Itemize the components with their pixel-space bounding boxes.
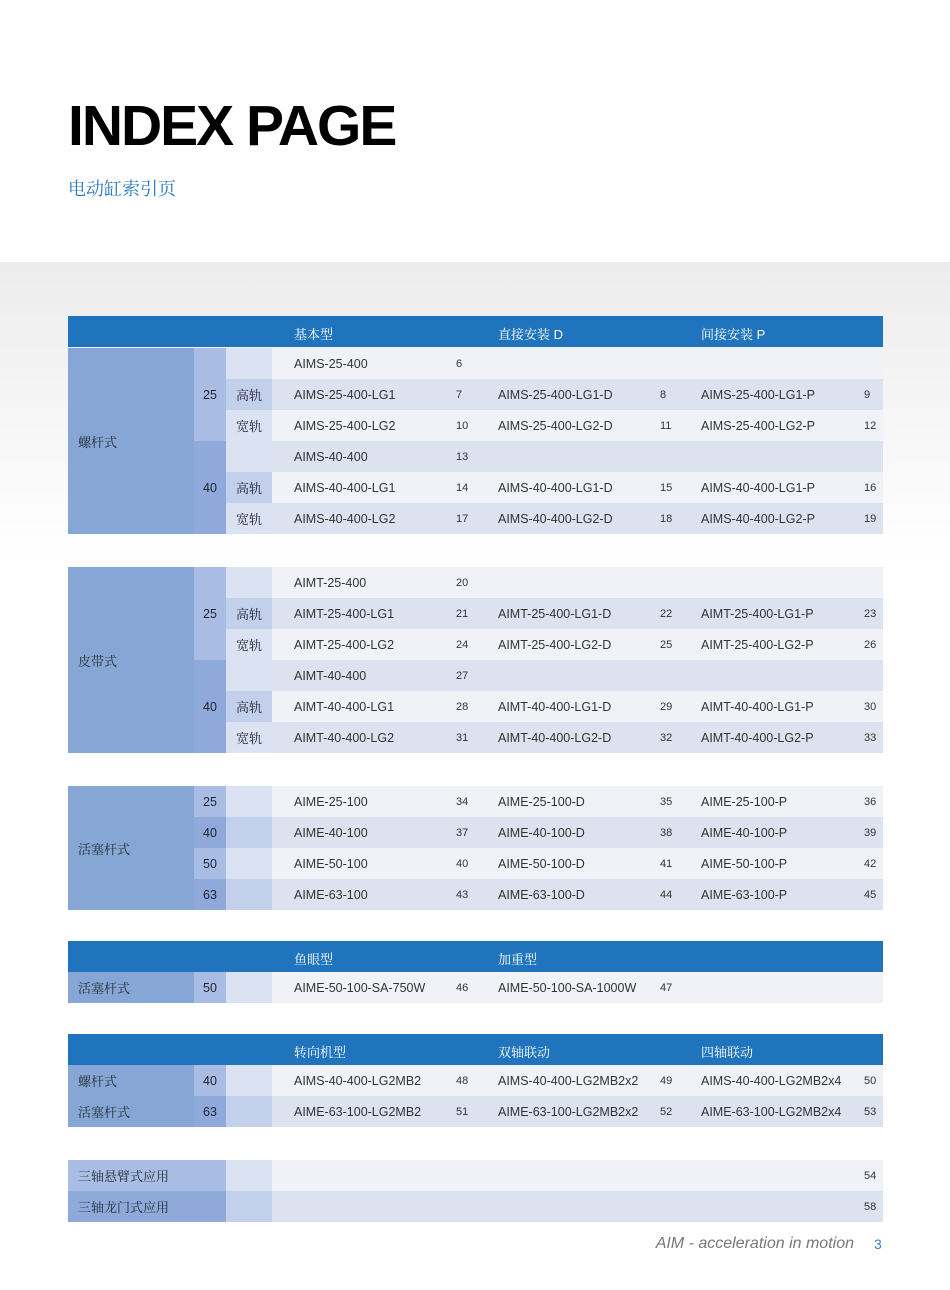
model-cell: AIME-63-100 bbox=[294, 887, 368, 902]
rail-label bbox=[226, 441, 272, 472]
rail-label: 宽轨 bbox=[226, 503, 272, 534]
size-label: 25 bbox=[194, 567, 226, 660]
table-row bbox=[68, 1160, 883, 1191]
model-cell: AIMS-40-400-LG2MB2x2 bbox=[498, 1073, 639, 1088]
page-ref: 24 bbox=[456, 638, 469, 651]
page-ref: 35 bbox=[660, 795, 673, 808]
model-cell: AIME-25-100-D bbox=[498, 794, 585, 809]
model-cell: AIMS-25-400-LG1-P bbox=[701, 387, 815, 402]
size-label: 25 bbox=[194, 786, 226, 817]
table-row bbox=[68, 1096, 883, 1127]
model-cell: AIME-50-100-SA-750W bbox=[294, 980, 426, 995]
family-label: 螺杆式 bbox=[68, 1065, 194, 1096]
size-label: 40 bbox=[194, 441, 226, 534]
model-cell: AIMS-25-400-LG2-P bbox=[701, 418, 815, 433]
page-number: 3 bbox=[874, 1236, 882, 1252]
model-cell: AIME-50-100-SA-1000W bbox=[498, 980, 637, 995]
page-ref: 13 bbox=[456, 450, 469, 463]
family-label: 活塞杆式 bbox=[68, 1096, 194, 1127]
page-ref: 46 bbox=[456, 981, 469, 994]
section-screw bbox=[68, 348, 883, 534]
model-cell: AIMS-25-400-LG2-D bbox=[498, 418, 613, 433]
page-ref: 18 bbox=[660, 512, 673, 525]
model-cell: AIMS-40-400 bbox=[294, 449, 368, 464]
header-direct-mount: 直接安装 D bbox=[498, 327, 564, 342]
rail-label: 宽轨 bbox=[226, 722, 272, 753]
family-label: 螺杆式 bbox=[68, 348, 194, 534]
rail-label bbox=[226, 660, 272, 691]
model-cell: AIME-25-100 bbox=[294, 794, 368, 809]
size-label bbox=[194, 1160, 226, 1191]
model-cell: AIME-50-100-D bbox=[498, 856, 585, 871]
model-cell: AIMT-40-400-LG2 bbox=[294, 730, 395, 745]
header-basic: 基本型 bbox=[294, 327, 334, 342]
model-cell: AIMS-25-400-LG2 bbox=[294, 418, 396, 433]
page-ref: 32 bbox=[660, 731, 673, 744]
page-ref: 23 bbox=[864, 607, 877, 620]
rail-label: 宽轨 bbox=[226, 410, 272, 441]
page-ref: 29 bbox=[660, 700, 673, 713]
table-row bbox=[68, 1065, 883, 1096]
page-ref: 49 bbox=[660, 1074, 673, 1087]
size-label: 40 bbox=[194, 817, 226, 848]
page-ref: 12 bbox=[864, 419, 877, 432]
header-indirect-mount: 间接安装 P bbox=[701, 327, 766, 342]
model-cell: AIMT-40-400-LG1-P bbox=[701, 699, 814, 714]
model-cell: AIMS-40-400-LG2-P bbox=[701, 511, 815, 526]
model-cell: AIMT-25-400-LG2-P bbox=[701, 637, 814, 652]
rail-label: 高轨 bbox=[226, 598, 272, 629]
model-cell: AIMS-40-400-LG2MB2x4 bbox=[701, 1073, 842, 1088]
model-cell: AIME-63-100-P bbox=[701, 887, 788, 902]
rail-label bbox=[226, 1160, 272, 1191]
model-cell: AIMT-40-400 bbox=[294, 668, 367, 683]
page-ref: 51 bbox=[456, 1105, 469, 1118]
page-title: INDEX PAGE bbox=[68, 94, 396, 158]
page-ref: 15 bbox=[660, 481, 673, 494]
section-belt bbox=[68, 567, 883, 753]
page-ref: 20 bbox=[456, 576, 469, 589]
page-ref: 17 bbox=[456, 512, 469, 525]
page-ref: 30 bbox=[864, 700, 877, 713]
model-cell: AIME-40-100-P bbox=[701, 825, 788, 840]
page-ref: 31 bbox=[456, 731, 469, 744]
page-ref: 54 bbox=[864, 1169, 877, 1182]
page-ref: 28 bbox=[456, 700, 469, 713]
linkage-table bbox=[68, 1034, 883, 1127]
page-ref: 10 bbox=[456, 419, 469, 432]
model-cell: AIME-25-100-P bbox=[701, 794, 788, 809]
rail-label: 高轨 bbox=[226, 472, 272, 503]
model-cell: AIME-50-100-P bbox=[701, 856, 788, 871]
application-label: 三轴龙门式应用 bbox=[68, 1191, 194, 1222]
model-cell: AIMS-25-400-LG1-D bbox=[498, 387, 613, 402]
header-heavy-duty: 加重型 bbox=[498, 952, 538, 967]
model-cell: AIMT-25-400-LG1-D bbox=[498, 606, 612, 621]
model-cell: AIMS-40-400-LG2 bbox=[294, 511, 396, 526]
page-ref: 25 bbox=[660, 638, 673, 651]
page-ref: 19 bbox=[864, 512, 877, 525]
model-cell: AIMT-25-400-LG2-D bbox=[498, 637, 612, 652]
footer-tagline: AIM - acceleration in motion bbox=[655, 1235, 854, 1252]
page-ref: 53 bbox=[864, 1105, 877, 1118]
table-row bbox=[68, 972, 883, 1003]
size-label bbox=[194, 1191, 226, 1222]
page-ref: 39 bbox=[864, 826, 877, 839]
page-ref: 34 bbox=[456, 795, 469, 808]
model-cell: AIMS-25-400-LG1 bbox=[294, 387, 396, 402]
page-ref: 48 bbox=[456, 1074, 469, 1087]
page-ref: 58 bbox=[864, 1200, 877, 1213]
model-cell: AIMT-40-400-LG1 bbox=[294, 699, 395, 714]
rail-label: 高轨 bbox=[226, 379, 272, 410]
model-cell: AIME-50-100 bbox=[294, 856, 368, 871]
page-ref: 47 bbox=[660, 981, 673, 994]
page-ref: 8 bbox=[660, 388, 667, 401]
table-row bbox=[68, 1191, 883, 1222]
rail-label bbox=[226, 1191, 272, 1222]
family-label: 活塞杆式 bbox=[68, 786, 194, 910]
special-table bbox=[68, 941, 883, 1003]
page-ref: 22 bbox=[660, 607, 673, 620]
page-ref: 36 bbox=[864, 795, 877, 808]
page-ref: 43 bbox=[456, 888, 469, 901]
size-label: 40 bbox=[194, 1065, 226, 1096]
rail-label bbox=[226, 1096, 272, 1127]
application-table bbox=[68, 1160, 883, 1222]
rail-label bbox=[226, 848, 272, 879]
size-label: 50 bbox=[194, 848, 226, 879]
rail-label: 高轨 bbox=[226, 691, 272, 722]
size-label: 63 bbox=[194, 1096, 226, 1127]
rail-label bbox=[226, 1065, 272, 1096]
page-ref: 52 bbox=[660, 1105, 673, 1118]
model-cell: AIMT-25-400-LG1 bbox=[294, 606, 395, 621]
model-cell: AIMS-40-400-LG2-D bbox=[498, 511, 613, 526]
page-ref: 11 bbox=[660, 419, 672, 432]
page-ref: 26 bbox=[864, 638, 877, 651]
page-ref: 41 bbox=[660, 857, 673, 870]
rail-label bbox=[226, 348, 272, 379]
page-ref: 37 bbox=[456, 826, 469, 839]
model-cell: AIMT-25-400-LG1-P bbox=[701, 606, 814, 621]
rail-label: 宽轨 bbox=[226, 629, 272, 660]
page-ref: 42 bbox=[864, 857, 877, 870]
model-cell: AIMT-40-400-LG2-D bbox=[498, 730, 612, 745]
model-cell: AIME-63-100-LG2MB2x2 bbox=[498, 1104, 639, 1119]
rail-label bbox=[226, 786, 272, 817]
main-table-header bbox=[68, 316, 883, 347]
page-ref: 6 bbox=[456, 357, 463, 370]
rail-label bbox=[226, 817, 272, 848]
model-cell: AIMS-25-400 bbox=[294, 356, 368, 371]
model-cell: AIME-63-100-LG2MB2 bbox=[294, 1104, 422, 1119]
page-ref: 21 bbox=[456, 607, 469, 620]
size-label: 63 bbox=[194, 879, 226, 910]
model-cell: AIMS-40-400-LG1 bbox=[294, 480, 396, 495]
page-ref: 33 bbox=[864, 731, 877, 744]
application-label: 三轴悬臂式应用 bbox=[68, 1160, 194, 1191]
model-cell: AIMS-40-400-LG1-D bbox=[498, 480, 613, 495]
header-dual-axis: 双轴联动 bbox=[498, 1045, 551, 1060]
model-cell: AIME-63-100-D bbox=[498, 887, 585, 902]
page-ref: 45 bbox=[864, 888, 877, 901]
page-ref: 44 bbox=[660, 888, 673, 901]
size-label: 50 bbox=[194, 972, 226, 1003]
model-cell: AIMT-25-400 bbox=[294, 575, 367, 590]
model-cell: AIME-40-100 bbox=[294, 825, 368, 840]
family-label: 皮带式 bbox=[68, 567, 194, 753]
page-ref: 38 bbox=[660, 826, 673, 839]
model-cell: AIMT-25-400-LG2 bbox=[294, 637, 395, 652]
family-label: 活塞杆式 bbox=[68, 972, 194, 1003]
model-cell: AIME-40-100-D bbox=[498, 825, 585, 840]
header-fisheye: 鱼眼型 bbox=[294, 952, 334, 967]
page-ref: 14 bbox=[456, 481, 469, 494]
section-piston bbox=[68, 786, 883, 910]
page-ref: 16 bbox=[864, 481, 877, 494]
size-label: 40 bbox=[194, 660, 226, 753]
rail-label bbox=[226, 879, 272, 910]
page-ref: 7 bbox=[456, 388, 463, 401]
page-ref: 27 bbox=[456, 669, 469, 682]
model-cell: AIMS-40-400-LG2MB2 bbox=[294, 1073, 422, 1088]
rail-label bbox=[226, 972, 272, 1003]
page-ref: 50 bbox=[864, 1074, 877, 1087]
page-ref: 40 bbox=[456, 857, 469, 870]
page-ref: 9 bbox=[864, 388, 871, 401]
rail-label bbox=[226, 567, 272, 598]
model-cell: AIMT-40-400-LG1-D bbox=[498, 699, 612, 714]
model-cell: AIMS-40-400-LG1-P bbox=[701, 480, 815, 495]
model-cell: AIMT-40-400-LG2-P bbox=[701, 730, 814, 745]
header-steering: 转向机型 bbox=[294, 1045, 347, 1060]
header-quad-axis: 四轴联动 bbox=[701, 1045, 754, 1060]
page-subtitle: 电动缸索引页 bbox=[68, 179, 176, 200]
size-label: 25 bbox=[194, 348, 226, 441]
model-cell: AIME-63-100-LG2MB2x4 bbox=[701, 1104, 842, 1119]
